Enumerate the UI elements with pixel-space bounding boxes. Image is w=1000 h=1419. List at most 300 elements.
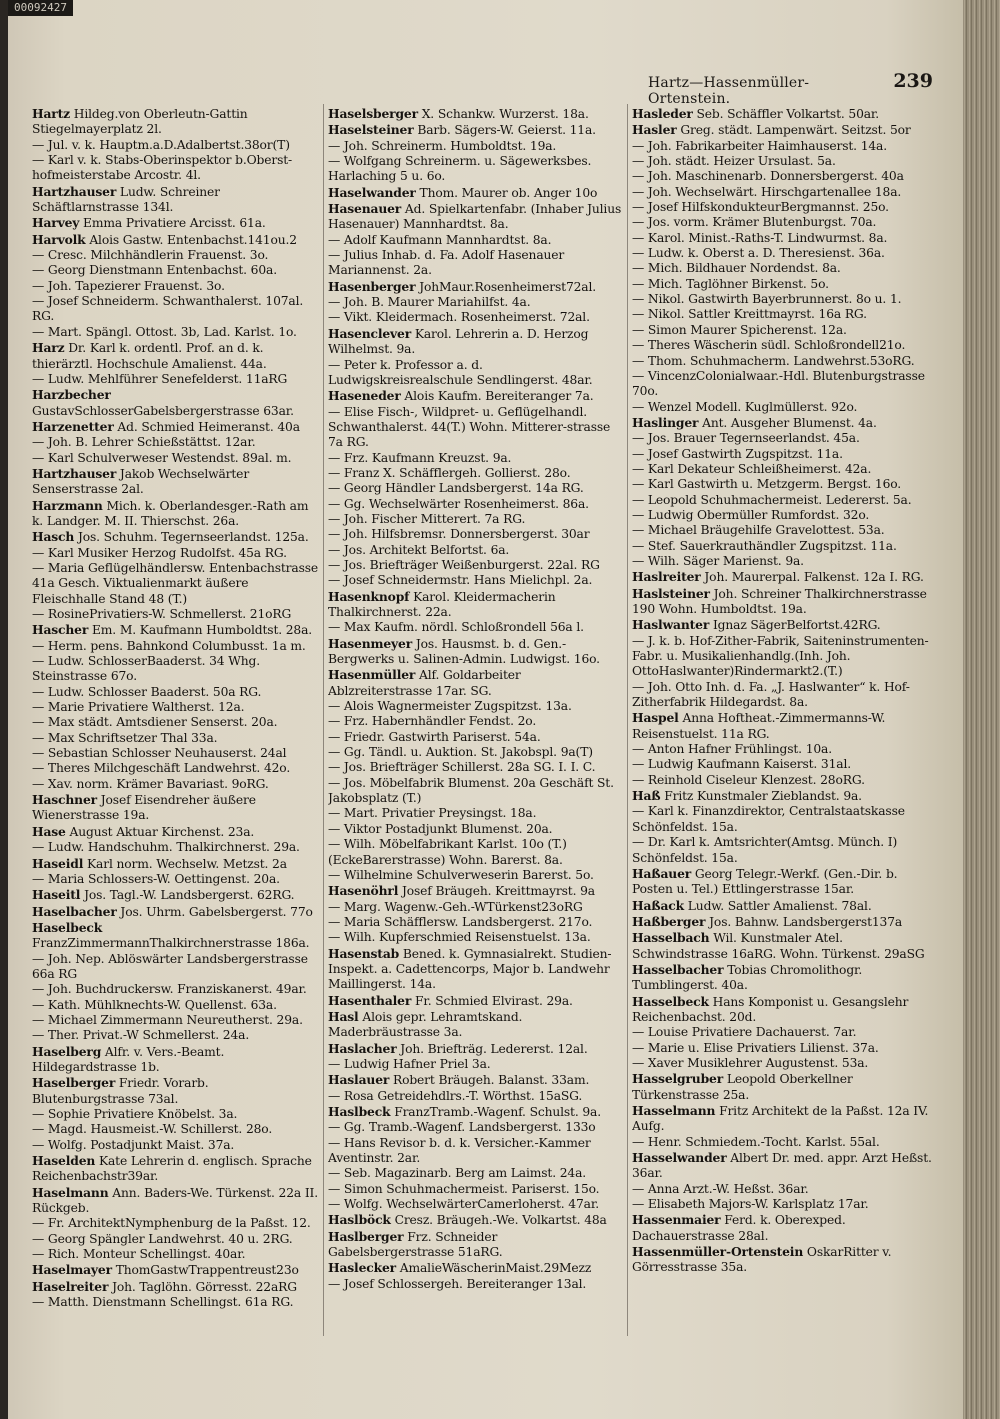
entry-text: — Ludw. SchlosserBaaderst. 34 Whg. Steinstrasse 67o. — [32, 654, 260, 684]
directory-entry — [632, 1212, 934, 1244]
directory-entry — [32, 325, 320, 340]
entry-text: — Joh. Maschinenarb. Donnersbergerst. 40a — [632, 169, 904, 184]
entry-text: — Jos. vorm. Krämer Blutenburgst. 70a. — [632, 215, 877, 230]
entry-text: — Karl Musiker Herzog Rudolfst. 45a RG. — [32, 545, 287, 560]
entry-text: — Ludwig Hafner Priel 3a. — [328, 1056, 491, 1071]
directory-entry — [32, 685, 320, 700]
entry-text: — Joh. Wechselwärt. Hirschgartenallee 18a. — [632, 184, 902, 199]
entry-text: — Nikol. Sattler Kreittmayrst. 16a RG. — [632, 307, 867, 322]
entry-surname: Hasenmüller — [328, 667, 416, 683]
entry-text: — Josef Schneiderm. Schwanthalerst. 107al. RG. — [32, 294, 304, 324]
directory-entry — [632, 757, 934, 772]
directory-entry — [632, 898, 934, 914]
entry-text: Alf. Goldarbeiter Ablzreiterstrasse 17ar. SG. — [328, 668, 521, 698]
directory-entry — [328, 1072, 624, 1088]
entry-text: Hildeg.von Oberleutn-Gattin Stiegelmayerplatz 2l. — [32, 107, 248, 137]
directory-entry — [32, 153, 320, 184]
entry-surname: Haselmayer — [32, 1262, 112, 1278]
entry-text: — Marie Privatiere Waltherst. 12a. — [32, 700, 245, 715]
entry-text: — Mich. Taglöhner Birkenst. 5o. — [632, 276, 829, 291]
entry-text: Leopold Oberkellner Türkenstrasse 25a. — [632, 1072, 853, 1102]
column-middle — [328, 106, 624, 1336]
entry-text: — Max Kaufm. nördl. Schloßrondell 56a l. — [328, 620, 584, 635]
entry-text: — Rosa Getreidehdlrs.-T. Wörthst. 15aSG. — [328, 1088, 583, 1103]
entry-surname: Haßberger — [632, 913, 706, 929]
entry-surname: Haß — [632, 788, 661, 804]
entry-text: — Sophie Privatiere Knöbelst. 3a. — [32, 1107, 238, 1121]
entry-text: — Frz. Habernhändler Fendst. 2o. — [328, 714, 537, 729]
entry-text: Mich. k. Oberlandesger.-Rath am k. Landger. M. II. Thierschst. 26a. — [32, 498, 309, 528]
entry-surname: Haslinger — [632, 414, 699, 430]
entry-text: — Wenzel Modell. Kuglmüllerst. 92o. — [632, 399, 858, 414]
entry-text: FranzZimmermannThalkirchnerstrasse 186a. — [32, 936, 310, 951]
directory-entry — [32, 1232, 320, 1247]
directory-entry — [328, 1229, 624, 1261]
directory-entry — [632, 462, 934, 477]
directory-entry — [632, 1135, 934, 1150]
directory-entry — [32, 232, 320, 248]
entry-text: — Wolfg. Postadjunkt Maist. 37a. — [32, 1137, 235, 1152]
directory-entry — [32, 184, 320, 216]
directory-entry — [32, 248, 320, 263]
entry-text: — Maria Schäfflersw. Landsbergerst. 217o. — [328, 914, 593, 929]
entry-text: Joh. Briefträg. Ledererst. 12al. — [400, 1041, 588, 1056]
entry-text: — Josef HilfskondukteurBergmannst. 25o. — [632, 200, 889, 215]
directory-entry — [632, 680, 934, 711]
entry-text: — Marie u. Elise Privatiers Lilienst. 37a. — [632, 1040, 879, 1055]
directory-entry — [32, 1122, 320, 1137]
entry-text: — Sebastian Schlosser Neuhauserst. 24al — [32, 746, 287, 761]
entry-text: — Cresc. Milchhändlerin Frauenst. 3o. — [32, 248, 269, 263]
entry-surname: Hasenauer — [328, 201, 402, 217]
directory-entry — [632, 431, 934, 446]
directory-entry — [32, 340, 320, 372]
directory-entry — [328, 358, 624, 389]
entry-text: — Adolf Kaufmann Mannhardtst. 8a. — [328, 232, 552, 247]
entry-text: Karol. Kleidermacherin Thalkirchnerst. 22a. — [328, 589, 556, 619]
directory-entry — [632, 962, 934, 994]
directory-entry — [32, 294, 320, 325]
entry-text: — Reinhold Ciseleur Klenzest. 28oRG. — [632, 772, 865, 787]
directory-entry — [328, 993, 624, 1009]
entry-text: — Jos. Briefträger Weißenburgerst. 22al. RG — [328, 557, 600, 572]
directory-entry — [328, 1197, 624, 1212]
entry-text: Jos. Bahnw. Landsbergerst137a — [709, 914, 903, 929]
directory-entry — [632, 1041, 934, 1056]
entry-text: — Karl v. k. Stabs-Oberinspektor b.Oberst-hofmeisterstabe Arcostr. 4l. — [32, 153, 293, 183]
directory-entry — [32, 387, 320, 419]
entry-surname: Harvey — [32, 215, 80, 231]
directory-entry — [328, 388, 624, 404]
entry-text: — Joh. B. Lehrer Schießstättst. 12ar. — [32, 435, 256, 450]
directory-entry — [632, 477, 934, 492]
entry-text: Cresz. Bräugeh.-We. Volkartst. 48a — [394, 1213, 607, 1228]
directory-entry — [32, 1075, 320, 1107]
directory-entry — [328, 930, 624, 945]
directory-entry — [328, 620, 624, 635]
entry-text: Josef Eisendreher äußere Wienerstrasse 19a. — [32, 793, 256, 823]
directory-entry — [32, 824, 320, 840]
directory-entry — [32, 138, 320, 153]
entry-surname: Hassenmüller-Ortenstein — [632, 1244, 804, 1260]
directory-entry — [328, 1212, 624, 1228]
directory-entry — [32, 777, 320, 792]
entry-text: Ad. Spielkartenfabr. (Inhaber Julius Hasenauer) Mannhardtst. 8a. — [328, 202, 622, 232]
entry-surname: Haselberger — [32, 1075, 116, 1091]
entry-text: Ferd. k. Oberexped. Dachauerstrasse 28al. — [632, 1213, 846, 1243]
entry-text: Ludw. Sattler Amalienst. 78al. — [687, 898, 872, 913]
entry-text: Fr. Schmied Elvirast. 29a. — [414, 993, 573, 1008]
directory-entry — [32, 872, 320, 887]
book-edge — [963, 0, 1000, 1419]
entry-text: Em. M. Kaufmann Humboldtst. 28a. — [91, 623, 313, 638]
entry-text: — VincenzColonialwaar.-Hdl. Blutenburgstrasse 70o. — [632, 368, 925, 399]
directory-entry — [328, 310, 624, 325]
directory-entry — [632, 569, 934, 585]
directory-entry — [32, 263, 320, 278]
entry-text: — Josef Gastwirth Zugspitzst. 11a. — [632, 446, 843, 461]
entry-text: Tobias Chromolithogr. Tumblingerst. 40a. — [632, 962, 863, 993]
entry-text: Jakob Wechselwärter Senserstrasse 2al. — [32, 466, 250, 497]
directory-entry — [632, 369, 934, 400]
directory-entry — [32, 466, 320, 498]
directory-entry — [632, 1103, 934, 1135]
directory-entry — [32, 982, 320, 997]
entry-text: — Karol. Minist.-Raths-T. Lindwurmst. 8a. — [632, 230, 888, 245]
entry-text: — Dr. Karl k. Amtsrichter(Amtsg. Münch. I) Schönfeldst. 15a. — [632, 835, 898, 865]
entry-text: — Joh. Otto Inh. d. Fa. „J. Haslwanter“ k. Hof-Zitherfabrik Hildegardst. 8a. — [632, 679, 910, 710]
directory-entry — [32, 1216, 320, 1231]
directory-entry — [328, 405, 624, 451]
entry-text: — RosinePrivatiers-W. Schmellerst. 21oRG — [32, 607, 292, 621]
directory-entry — [328, 589, 624, 621]
directory-entry — [328, 1277, 624, 1292]
entry-surname: Hasenstab — [328, 945, 400, 961]
directory-entry — [32, 279, 320, 294]
directory-entry — [632, 354, 934, 369]
entry-text: — Max städt. Amtsdiener Senserst. 20a. — [32, 715, 278, 730]
entry-text: — Mich. Bildhauer Nordendst. 8a. — [632, 261, 841, 276]
entry-text: — Georg Händler Landsbergerst. 14a RG. — [328, 481, 584, 496]
entry-surname: Hasselbacher — [632, 961, 724, 977]
entry-text: — Wilh. Kupferschmied Reisenstuelst. 13a. — [328, 930, 591, 945]
entry-text: — Joh. Fischer Mitterert. 7a RG. — [328, 511, 526, 526]
directory-entry — [328, 699, 624, 714]
entry-text: Ant. Ausgeher Blumenst. 4a. — [702, 415, 877, 430]
entry-text: — Karl Dekateur Schleißheimerst. 42a. — [632, 461, 872, 476]
directory-entry — [328, 900, 624, 915]
directory-entry — [632, 773, 934, 788]
entry-surname: Haßauer — [632, 865, 692, 881]
directory-entry — [632, 1244, 934, 1276]
entry-text: — Kath. Mühlknechts-W. Quellenst. 63a. — [32, 997, 277, 1012]
directory-entry — [632, 338, 934, 353]
entry-text: Jos. Schuhm. Tegernseerlandst. 125a. — [77, 530, 309, 545]
entry-surname: Harz — [32, 340, 65, 356]
entry-surname: Hascher — [32, 622, 89, 638]
directory-entry — [328, 822, 624, 837]
directory-entry — [632, 493, 934, 508]
entry-surname: Hasenöhrl — [328, 883, 399, 899]
entry-text: Kate Lehrerin d. englisch. Sprache Reichenbachstr39ar. — [32, 1154, 312, 1184]
directory-entry — [632, 200, 934, 215]
directory-entry — [632, 508, 934, 523]
directory-entry — [632, 788, 934, 804]
entry-text: Anna Hoftheat.-Zimmermanns-W. Reisenstuelst. 11a RG. — [632, 711, 886, 741]
directory-entry — [32, 639, 320, 654]
directory-entry — [328, 1260, 624, 1276]
entry-text: — Ludw. Schlosser Baaderst. 50a RG. — [32, 684, 262, 699]
directory-entry — [632, 710, 934, 742]
entry-text: Jos. Tagl.-W. Landsbergerst. 62RG. — [84, 888, 295, 903]
directory-entry — [32, 546, 320, 561]
entry-text: — Anna Arzt.-W. Heßst. 36ar. — [632, 1181, 809, 1196]
page-number: 239 — [893, 70, 933, 92]
entry-text: — Ludw. Mehlführer Senefelderst. 11aRG — [32, 371, 288, 386]
directory-entry — [632, 261, 934, 276]
entry-surname: Haseneder — [328, 388, 401, 404]
directory-entry — [632, 1182, 934, 1197]
entry-surname: Hasenmeyer — [328, 635, 413, 651]
entry-surname: Haslwanter — [632, 617, 710, 633]
entry-text: — Alois Wagnermeister Zugspitzst. 13a. — [328, 699, 572, 714]
directory-entry — [328, 497, 624, 512]
column-right — [632, 106, 934, 1336]
entry-surname: Hasenknopf — [328, 588, 410, 604]
entry-surname: Hasch — [32, 529, 75, 545]
directory-entry — [328, 326, 624, 358]
directory-entry — [328, 248, 624, 279]
entry-text: — Max Schriftsetzer Thal 33a. — [32, 730, 218, 745]
directory-entry — [328, 1089, 624, 1104]
entry-text: — Joh. Schreinerm. Humboldtst. 19a. — [328, 138, 557, 153]
entry-text: Alois Kaufm. Bereiteranger 7a. — [404, 389, 594, 404]
entry-text: — Michael Bräugehilfe Gravelottest. 53a. — [632, 523, 885, 538]
entry-surname: Haselsberger — [328, 106, 418, 121]
directory-entry — [328, 451, 624, 466]
entry-text: Friedr. Vorarb. Blutenburgstrasse 73al. — [32, 1076, 209, 1106]
entry-text: Josef Bräugeh. Kreittmayrst. 9a — [401, 884, 595, 899]
entry-text: — Maria Schlossers-W. Oettingenst. 20a. — [32, 871, 280, 886]
directory-entry — [632, 185, 934, 200]
entry-surname: Hasselbach — [632, 930, 710, 946]
directory-entry — [632, 930, 934, 962]
entry-text: — Mart. Spängl. Ottost. 3b, Lad. Karlst. 1o. — [32, 324, 297, 339]
entry-text: — Joh. Hilfsbremsr. Donnersbergerst. 30ar — [328, 527, 590, 542]
directory-entry — [328, 573, 624, 588]
entry-text: FranzTramb.-Wagenf. Schulst. 9a. — [394, 1105, 601, 1119]
directory-entry — [632, 523, 934, 538]
directory-entry — [32, 1262, 320, 1278]
entry-surname: Haselbeck — [32, 919, 103, 935]
entry-text: — Wolfgang Schreinerm. u. Sägewerksbes. Harlaching 5 u. 6o. — [328, 154, 592, 184]
entry-surname: Haßack — [632, 897, 685, 913]
entry-text: AmalieWäscherinMaist.29Mezz — [399, 1261, 592, 1276]
entry-surname: Hasler — [632, 122, 677, 138]
entry-text: — Karl Schulverweser Westendst. 89al. m. — [32, 450, 292, 465]
directory-entry — [328, 760, 624, 775]
directory-entry — [32, 106, 320, 138]
directory-entry — [632, 307, 934, 322]
entry-surname: Haslsteiner — [632, 585, 710, 601]
directory-page — [8, 0, 963, 1419]
directory-entry — [32, 761, 320, 776]
entry-text: Emma Privatiere Arcisst. 61a. — [83, 216, 266, 231]
directory-entry — [328, 776, 624, 807]
entry-text: — Wilh. Säger Marienst. 9a. — [632, 553, 804, 568]
directory-entry — [32, 654, 320, 685]
directory-entry — [632, 415, 934, 431]
directory-entry — [632, 277, 934, 292]
entry-text: Ignaz SägerBelfortst.42RG. — [712, 618, 881, 633]
entry-text: — Ther. Privat.-W Schmellerst. 24a. — [32, 1028, 250, 1043]
directory-entry — [328, 1120, 624, 1135]
entry-surname: Haslacher — [328, 1040, 397, 1056]
entry-surname: Haselden — [32, 1153, 96, 1169]
directory-entry — [32, 529, 320, 545]
directory-entry — [32, 840, 320, 855]
directory-entry — [632, 215, 934, 230]
entry-surname: Hasenclever — [328, 325, 412, 341]
entry-text: Robert Bräugeh. Balanst. 33am. — [392, 1073, 590, 1088]
entry-surname: Hasselmann — [632, 1103, 716, 1118]
entry-surname: Hasselbeck — [632, 993, 709, 1009]
entry-text: — Ludw. k. Oberst a. D. Theresienst. 36a. — [632, 246, 885, 261]
scan-id: 00092427 — [8, 0, 73, 16]
directory-entry — [328, 512, 624, 527]
entry-text: — Magd. Hausmeist.-W. Schillerst. 28o. — [32, 1122, 273, 1137]
entry-text: — Hans Revisor b. d. k. Versicher.-Kammer Aventinstr. 2ar. — [328, 1135, 591, 1166]
directory-entry — [32, 607, 320, 622]
directory-entry — [328, 466, 624, 481]
entry-text: — Josef Schneidermstr. Hans Mielichpl. 2a. — [328, 573, 593, 588]
entry-text: — Frz. Kaufmann Kreuzst. 9a. — [328, 450, 512, 465]
entry-text: — Marg. Wagenw.-Geh.-WTürkenst23oRG — [328, 899, 583, 914]
entry-text: — Joh. Fabrikarbeiter Haimhauserst. 14a. — [632, 138, 887, 153]
directory-entry — [632, 617, 934, 633]
entry-text: — Xav. norm. Krämer Bavariast. 9oRG. — [32, 776, 269, 791]
entry-text: — Joh. Buchdruckersw. Franziskanerst. 49ar. — [32, 982, 307, 997]
entry-text: — Theres Wäscherin südl. Schloßrondell21o. — [632, 338, 906, 353]
entry-surname: Haselsteiner — [328, 122, 414, 138]
entry-text: — Joh. Tapezierer Frauenst. 3o. — [32, 278, 225, 293]
entry-text: Joh. Schreiner Thalkirchnerstrasse 190 Wohn. Humboldtst. 19a. — [632, 586, 927, 616]
entry-text: — Vikt. Kleidermach. Rosenheimerst. 72al. — [328, 310, 590, 325]
directory-entry — [32, 998, 320, 1013]
entry-text: — Elise Fisch-, Wildpret- u. Geflügelhandl. Schwanthalerst. 44(T.) Wohn. Mitterer-strasse 7a RG. — [328, 404, 611, 450]
entry-text: August Aktuar Kirchenst. 23a. — [69, 824, 255, 839]
entry-text: — Jul. v. k. Hauptm.a.D.Adalbertst.38or(T) — [32, 137, 290, 152]
directory-entry — [32, 1044, 320, 1076]
entry-surname: Haseitl — [32, 887, 81, 903]
directory-entry — [32, 372, 320, 387]
entry-text: OskarRitter v. Görresstrasse 35a. — [632, 1245, 892, 1275]
entry-text: Hans Komponist u. Gesangslehr Reichenbachst. 20d. — [632, 994, 909, 1024]
entry-text: Alois gepr. Lehramtskand. Maderbräustrasse 3a. — [328, 1009, 523, 1040]
directory-entry — [632, 1197, 934, 1212]
entry-text: — J. k. b. Hof-Zither-Fabrik, Saiteninstrumenten-Fabr. u. Musikalienhandlg.(Inh. Joh. OttoHaslwanter)Rindermarkt2.(T.) — [632, 633, 929, 679]
directory-entry — [632, 139, 934, 154]
entry-text: — Ludw. Handschuhm. Thalkirchnerst. 29a. — [32, 840, 300, 855]
directory-entry — [328, 106, 624, 122]
directory-entry — [328, 139, 624, 154]
directory-entry — [32, 498, 320, 530]
directory-entry — [328, 883, 624, 899]
directory-entry — [328, 295, 624, 310]
entry-text: — Jos. Briefträger Schillerst. 28a SG. I. I. C. — [328, 760, 596, 775]
entry-text: — Karl Gastwirth u. Metzgerm. Bergst. 16o. — [632, 477, 902, 492]
entry-text: Fritz Kunstmaler Zieblandst. 9a. — [664, 789, 862, 804]
directory-entry — [32, 1185, 320, 1217]
entry-text: — Thom. Schuhmacherm. Landwehrst.53oRG. — [632, 353, 915, 368]
directory-entry — [328, 543, 624, 558]
entry-text: — Michael Zimmermann Neureutherst. 29a. — [32, 1012, 303, 1027]
entry-text: — Xaver Musiklehrer Augustenst. 53a. — [632, 1055, 869, 1070]
entry-text: — Wilhelmine Schulverweserin Barerst. 5o. — [328, 867, 594, 882]
entry-text: — Ludwig Kaufmann Kaiserst. 31al. — [632, 757, 851, 772]
entry-text: Jos. Uhrm. Gabelsbergerst. 77o — [120, 904, 313, 919]
directory-entry — [328, 745, 624, 760]
entry-text: — Rich. Monteur Schellingst. 40ar. — [32, 1247, 246, 1262]
directory-entry — [328, 1009, 624, 1041]
entry-text: — Stef. Sauerkrauthändler Zugspitzst. 11a. — [632, 538, 897, 553]
entry-surname: Haselreiter — [32, 1278, 109, 1294]
entry-text: Bened. k. Gymnasialrekt. Studien-Inspekt. a. Cadettencorps, Major b. Landwehr Maillingerst. 14a. — [328, 946, 612, 992]
directory-entry — [32, 746, 320, 761]
directory-entry — [32, 622, 320, 638]
directory-entry — [328, 868, 624, 883]
entry-surname: Hartz — [32, 106, 70, 121]
entry-text: — Simon Maurer Spicherenst. 12a. — [632, 322, 847, 337]
directory-entry — [32, 419, 320, 435]
directory-entry — [32, 904, 320, 920]
directory-entry — [632, 994, 934, 1026]
entry-text: Joh. Maurerpal. Falkenst. 12a I. RG. — [704, 570, 924, 585]
directory-entry — [328, 233, 624, 248]
entry-text: — Wolfg. WechselwärterCamerloherst. 47ar. — [328, 1197, 599, 1212]
entry-text: Joh. Taglöhn. Görresst. 22aRG — [112, 1279, 297, 1294]
entry-surname: Hasenberger — [328, 278, 416, 294]
entry-text: — Joh. Nep. Ablöswärter Landsbergerstrasse 66a RG — [32, 951, 308, 981]
directory-entry — [632, 169, 934, 184]
directory-entry — [32, 1247, 320, 1262]
directory-entry — [632, 106, 934, 122]
directory-entry — [32, 215, 320, 231]
entry-text: Albert Dr. med. appr. Arzt Heßst. 36ar. — [632, 1151, 932, 1181]
entry-text: Greg. städt. Lampenwärt. Seitzst. 5or — [680, 123, 911, 138]
entry-surname: Hase — [32, 823, 66, 839]
directory-entry — [32, 561, 320, 607]
entry-text: ThomGastwTrappentreust23o — [115, 1263, 299, 1278]
directory-entry — [328, 1136, 624, 1167]
entry-text: — Anton Hafner Frühlingst. 10a. — [632, 742, 832, 757]
directory-entry — [632, 400, 934, 415]
entry-text: — Seb. Magazinarb. Berg am Laimst. 24a. — [328, 1166, 587, 1181]
directory-entry — [632, 447, 934, 462]
directory-entry — [632, 1150, 934, 1182]
directory-entry — [632, 323, 934, 338]
entry-text: — Viktor Postadjunkt Blumenst. 20a. — [328, 821, 553, 836]
entry-surname: Hasenthaler — [328, 992, 412, 1008]
directory-entry — [632, 554, 934, 569]
entry-text: Fritz Architekt de la Paßst. 12a IV. Aufg. — [632, 1104, 929, 1134]
directory-entry — [632, 586, 934, 618]
directory-entry — [32, 1013, 320, 1028]
entry-text: — Leopold Schuhmachermeist. Ledererst. 5a. — [632, 492, 912, 507]
directory-entry — [328, 1182, 624, 1197]
entry-text: Ad. Schmied Heimeranst. 40a — [117, 419, 300, 434]
directory-entry — [32, 887, 320, 903]
